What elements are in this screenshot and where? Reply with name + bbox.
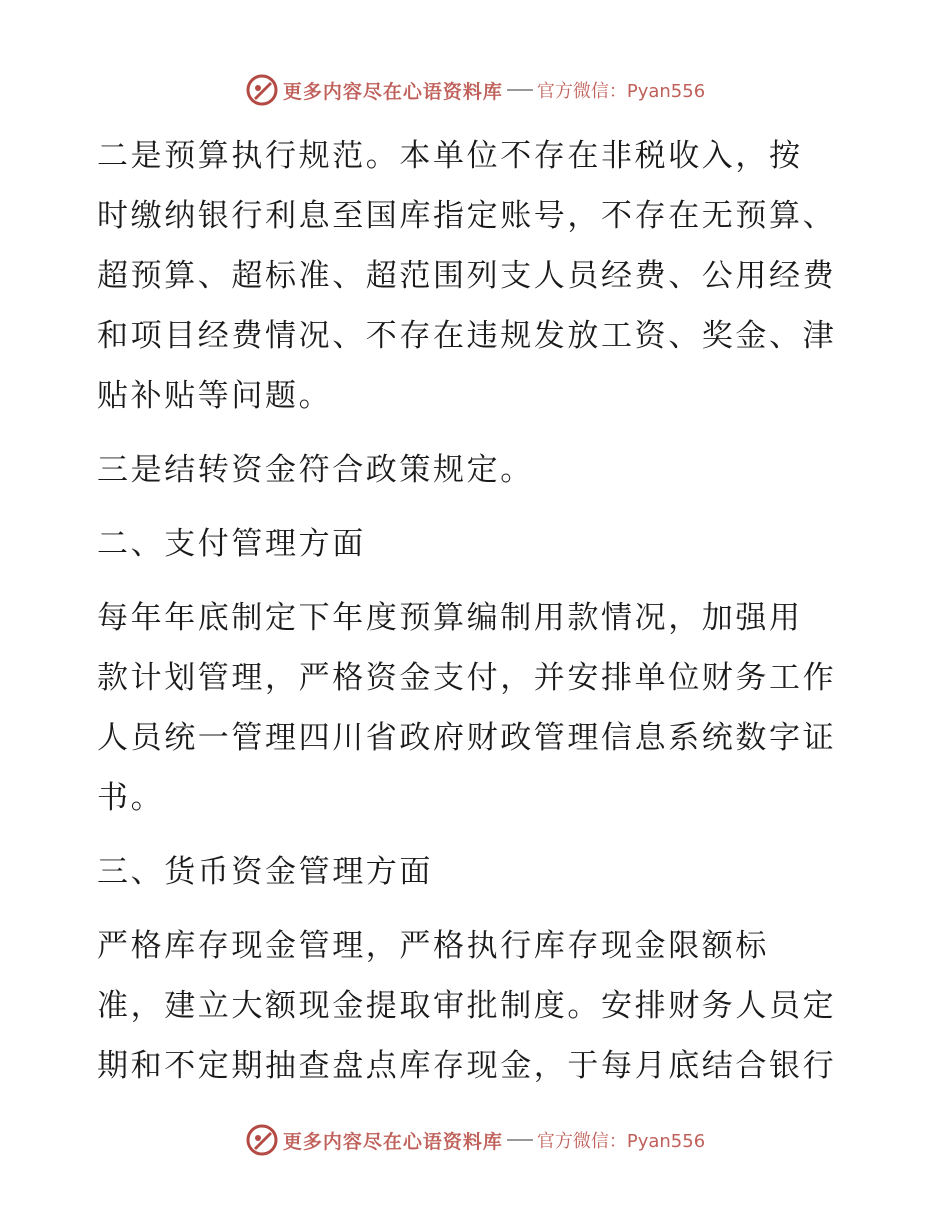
watermark-brand: 更多内容尽在心语资料库 — [282, 1130, 503, 1153]
text-line: 三、货币资金管理方面 — [97, 854, 433, 890]
paragraph — [97, 440, 857, 500]
text-line: 时缴纳银行利息至国库指定账号，不存在无预算、 — [97, 198, 837, 234]
text-line: 超预算、超标准、超范围列支人员经费、公用经费 — [97, 258, 837, 294]
watermark-divider — [507, 1139, 533, 1141]
document-body — [97, 126, 857, 1110]
pen-logo-icon — [245, 1123, 279, 1157]
section-heading — [97, 514, 857, 574]
header-watermark — [0, 70, 950, 110]
text-line: 贴补贴等问题。 — [97, 378, 333, 414]
watermark-contact: 官方微信：Pyan556 — [536, 81, 706, 102]
watermark-contact: 官方微信：Pyan556 — [536, 1131, 706, 1152]
paragraph — [97, 588, 857, 828]
text-line: 二是预算执行规范。本单位不存在非税收入，按 — [97, 138, 803, 174]
text-line: 书。 — [97, 780, 165, 816]
text-line: 款计划管理，严格资金支付，并安排单位财务工作 — [97, 660, 837, 696]
text-line: 期和不定期抽查盘点库存现金，于每月底结合银行 — [97, 1048, 837, 1084]
text-line: 三是结转资金符合政策规定。 — [97, 452, 534, 488]
section-heading — [97, 842, 857, 902]
text-line: 人员统一管理四川省政府财政管理信息系统数字证 — [97, 720, 837, 756]
text-line: 二、支付管理方面 — [97, 526, 366, 562]
paragraph — [97, 126, 857, 426]
pen-logo-icon — [245, 73, 279, 107]
watermark-divider — [507, 89, 533, 91]
text-line: 和项目经费情况、不存在违规发放工资、奖金、津 — [97, 318, 837, 354]
text-line: 每年年底制定下年度预算编制用款情况，加强用 — [97, 600, 803, 636]
footer-watermark — [0, 1120, 950, 1160]
text-line: 严格库存现金管理，严格执行库存现金限额标 — [97, 928, 769, 964]
paragraph — [97, 916, 857, 1096]
watermark-brand: 更多内容尽在心语资料库 — [282, 80, 503, 103]
text-line: 准，建立大额现金提取审批制度。安排财务人员定 — [97, 988, 837, 1024]
